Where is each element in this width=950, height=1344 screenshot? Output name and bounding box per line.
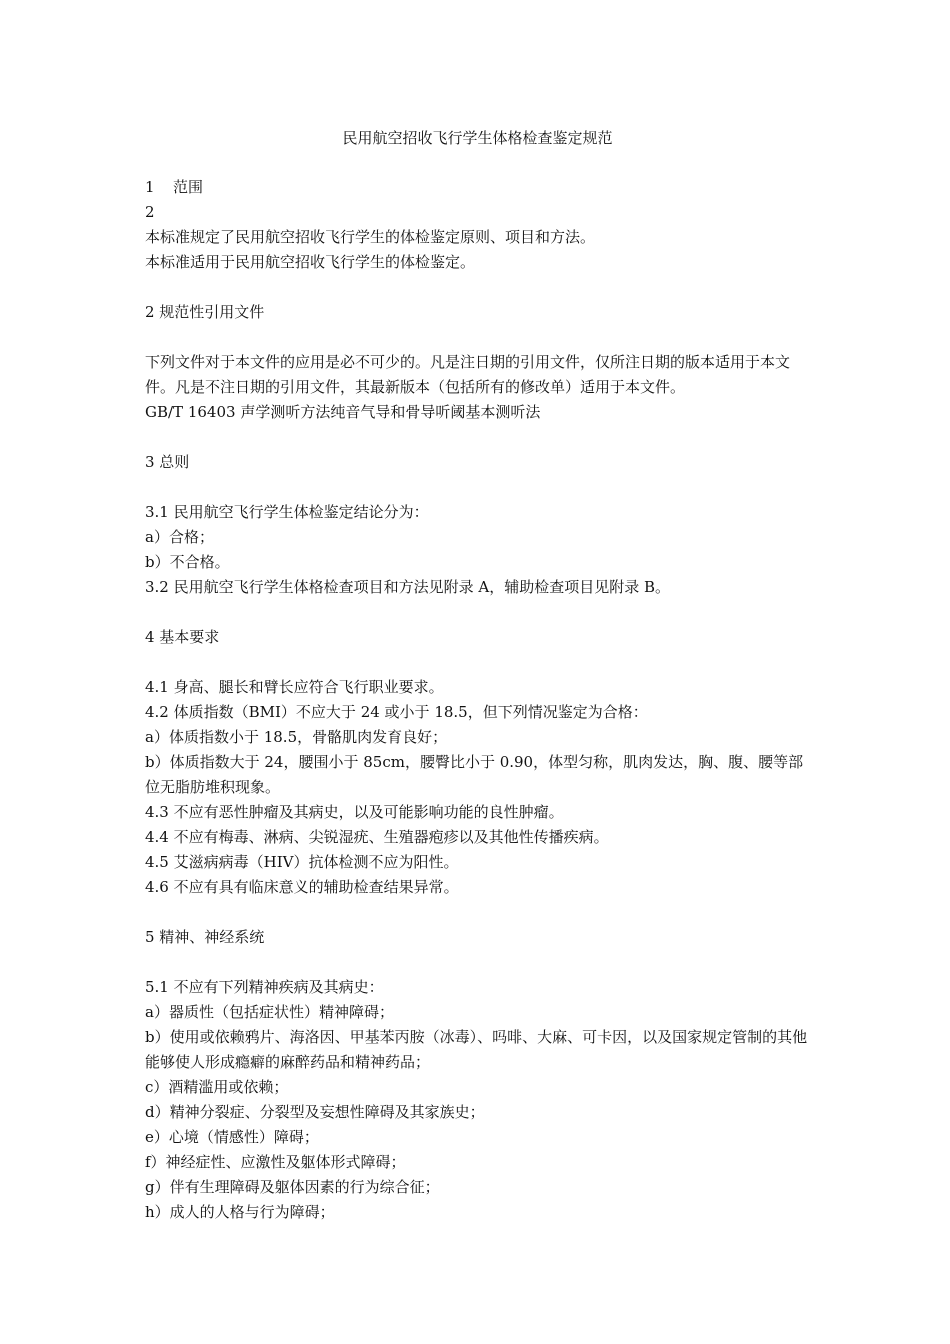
section-2-paragraph-2: GB/T 16403 声学测听方法纯音气导和骨导听阈基本测听法	[145, 403, 541, 421]
section-3-item: a）合格；	[145, 528, 214, 546]
section-5-item: g）伴有生理障碍及躯体因素的行为综合征；	[145, 1178, 440, 1196]
section-5-item: h）成人的人格与行为障碍；	[145, 1203, 335, 1221]
document-body	[145, 126, 810, 1225]
spacer	[145, 950, 810, 975]
section-4-item: 4.2 体质指数（BMI）不应大于 24 或小于 18.5，但下列情况鉴定为合格：	[145, 703, 648, 721]
section-5-item: e）心境（情感性）障碍；	[145, 1128, 319, 1146]
spacer	[145, 475, 810, 500]
section-5-item: a）器质性（包括症状性）精神障碍；	[145, 1003, 394, 1021]
section-1-line-2: 2	[145, 203, 155, 221]
section-4-item: 4.4 不应有梅毒、淋病、尖锐湿疣、生殖器疱疹以及其他性传播疾病。	[145, 828, 609, 846]
section-3-heading: 3 总则	[145, 453, 190, 471]
section-5-heading: 5 精神、神经系统	[145, 928, 265, 946]
section-4-item: b）体质指数大于 24，腰围小于 85cm，腰臀比小于 0.90，体型匀称，肌肉发达，胸、腹、腰等部位无脂肪堆积现象。	[145, 753, 804, 796]
section-2-paragraph-1: 下列文件对于本文件的应用是必不可少的。凡是注日期的引用文件，仅所注日期的版本适用于本文件。凡是不注日期的引用文件，其最新版本（包括所有的修改单）适用于本文件。	[145, 353, 791, 396]
section-5-item: 5.1 不应有下列精神疾病及其病史：	[145, 978, 384, 996]
section-1-paragraph-1: 本标准规定了民用航空招收飞行学生的体检鉴定原则、项目和方法。	[145, 228, 596, 246]
section-3-item: 3.2 民用航空飞行学生体格检查项目和方法见附录 A，辅助检查项目见附录 B。	[145, 578, 671, 596]
section-1-heading	[145, 175, 810, 200]
section-1-paragraph-2: 本标准适用于民用航空招收飞行学生的体检鉴定。	[145, 253, 476, 271]
document-title: 民用航空招收飞行学生体格检查鉴定规范	[342, 129, 613, 147]
section-1-number: 1	[145, 178, 155, 196]
spacer	[145, 425, 810, 450]
section-1-title: 范围	[173, 178, 204, 196]
spacer	[145, 600, 810, 625]
section-5-item: b）使用或依赖鸦片、海洛因、甲基苯丙胺（冰毒）、吗啡、大麻、可卡因，以及国家规定管制的其他能够使人形成瘾癖的麻醉药品和精神药品；	[145, 1028, 808, 1071]
section-5-item: d）精神分裂症、分裂型及妄想性障碍及其家族史；	[145, 1103, 485, 1121]
spacer	[145, 650, 810, 675]
section-5-item: f）神经症性、应激性及躯体形式障碍；	[145, 1153, 406, 1171]
section-4-item: 4.1 身高、腿长和臂长应符合飞行职业要求。	[145, 678, 444, 696]
section-4-item: 4.6 不应有具有临床意义的辅助检查结果异常。	[145, 878, 459, 896]
section-4-item: 4.3 不应有恶性肿瘤及其病史，以及可能影响功能的良性肿瘤。	[145, 803, 564, 821]
section-4-item: a）体质指数小于 18.5，骨骼肌肉发育良好；	[145, 728, 448, 746]
spacer	[145, 275, 810, 300]
section-3-item: b）不合格。	[145, 553, 230, 571]
section-2-heading: 2 规范性引用文件	[145, 303, 265, 321]
section-5-item: c）酒精滥用或依赖；	[145, 1078, 289, 1096]
spacer	[145, 325, 810, 350]
section-4-item: 4.5 艾滋病病毒（HIV）抗体检测不应为阳性。	[145, 853, 459, 871]
spacer	[145, 900, 810, 925]
section-3-item: 3.1 民用航空飞行学生体检鉴定结论分为：	[145, 503, 429, 521]
section-4-heading: 4 基本要求	[145, 628, 220, 646]
